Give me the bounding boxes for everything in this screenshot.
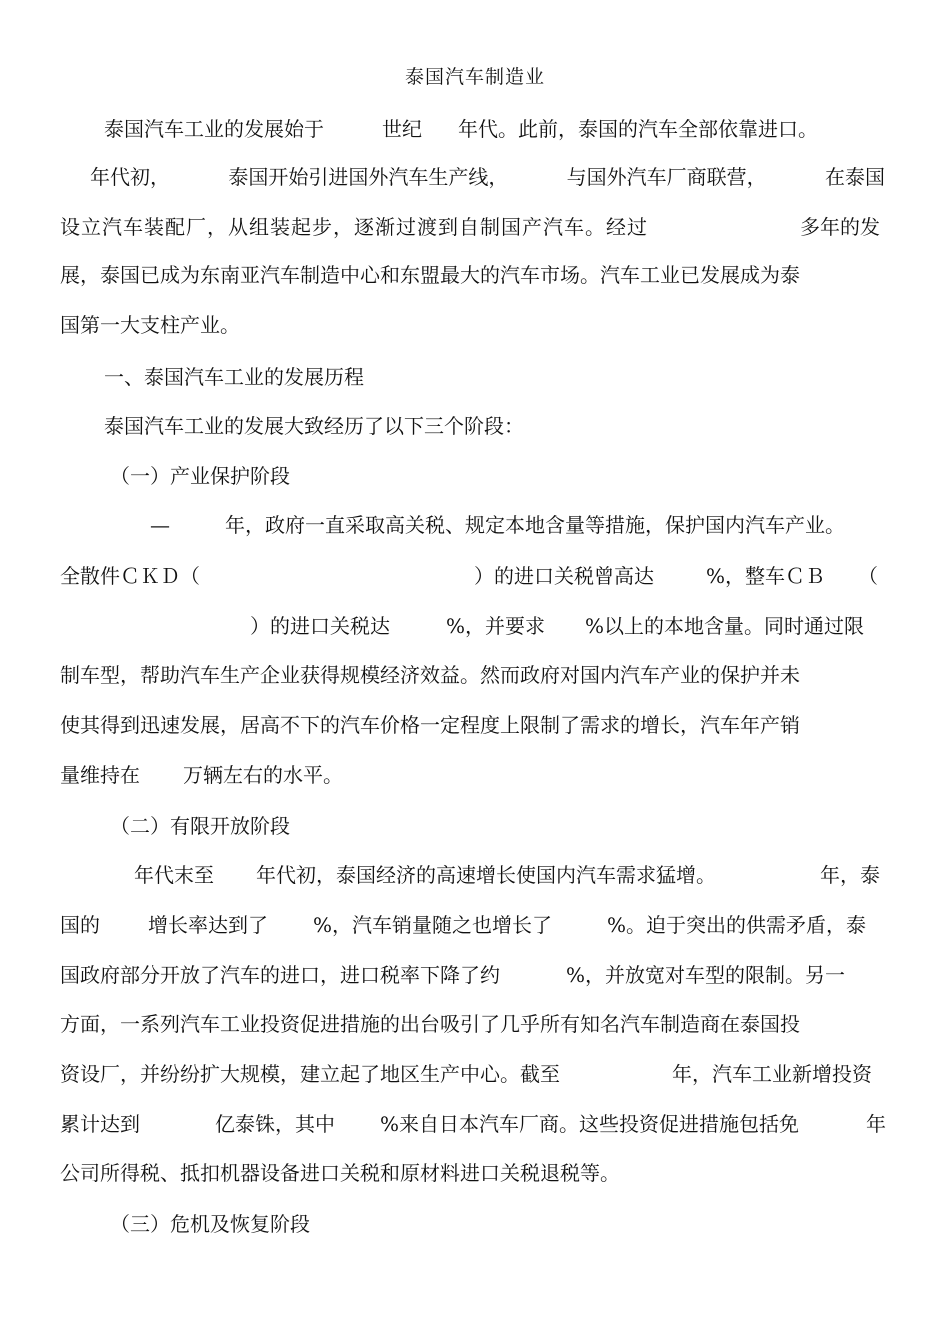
text-run: %，并放宽对车型的限制。另一 xyxy=(566,963,846,987)
text-run: 泰国汽车工业的发展大致经历了以下三个阶段： xyxy=(104,414,524,438)
text-run: （ xyxy=(858,564,878,588)
text-run: %来自日本汽车厂商。这些投资促进措施包括免 xyxy=(380,1112,800,1136)
text-run: %，整车ＣＢ xyxy=(706,564,826,588)
text-run: 年，泰 xyxy=(820,863,880,887)
paragraph-line xyxy=(0,411,950,441)
paragraph-line xyxy=(0,960,950,990)
paragraph-line xyxy=(0,1158,950,1188)
text-run: %，并要求 xyxy=(446,614,546,638)
paragraph-line xyxy=(0,1109,950,1139)
paragraph-line xyxy=(0,860,950,890)
text-run: ）的进口关税达 xyxy=(250,614,390,638)
paragraph-line xyxy=(0,611,950,641)
text-run: 国政府部分开放了汽车的进口，进口税率下降了约 xyxy=(60,963,500,987)
text-run: 方面，一系列汽车工业投资促进措施的出台吸引了几乎所有知名汽车制造商在泰国投 xyxy=(60,1012,800,1036)
paragraph-line xyxy=(0,510,950,540)
paragraph-line xyxy=(0,710,950,740)
text-run: 使其得到迅速发展，居高不下的汽车价格一定程度上限制了需求的增长，汽车年产销 xyxy=(60,713,800,737)
text-run: （三）危机及恢复阶段 xyxy=(110,1212,310,1236)
text-run: 国的 xyxy=(60,913,100,937)
subsection-heading xyxy=(0,811,950,841)
subsection-heading xyxy=(0,461,950,491)
text-run: 设立汽车装配厂，从组装起步，逐渐过渡到自制国产汽车。经过 xyxy=(60,215,648,239)
text-run: — xyxy=(150,513,170,537)
paragraph-line xyxy=(0,1009,950,1039)
subsection-heading xyxy=(0,1209,950,1239)
text-run: %。迫于突出的供需矛盾，泰 xyxy=(607,913,867,937)
text-run: 万辆左右的水平。 xyxy=(183,763,343,787)
text-run: ）的进口关税曾高达 xyxy=(474,564,654,588)
text-run: 年代初，泰国经济的高速增长使国内汽车需求猛增。 xyxy=(256,863,716,887)
document-title: 泰国汽车制造业 xyxy=(404,66,545,88)
text-run: 年代初， xyxy=(90,165,170,189)
text-run: 世纪 xyxy=(382,117,422,141)
paragraph-line xyxy=(0,162,950,192)
text-run: 累计达到 xyxy=(60,1112,140,1136)
text-run: （一）产业保护阶段 xyxy=(110,464,290,488)
text-run: 年代。此前，泰国的汽车全部依靠进口。 xyxy=(458,117,818,141)
text-run: 多年的发 xyxy=(800,215,880,239)
text-run: 年代末至 xyxy=(134,863,214,887)
text-run: %，汽车销量随之也增长了 xyxy=(313,913,553,937)
text-run: 年 xyxy=(866,1112,886,1136)
paragraph-line xyxy=(0,114,950,144)
text-run: 国第一大支柱产业。 xyxy=(60,313,240,337)
paragraph-line xyxy=(0,212,950,242)
paragraph-line xyxy=(0,660,950,690)
text-run: 在泰国 xyxy=(824,165,885,189)
text-run: 泰国开始引进国外汽车生产线， xyxy=(228,165,509,189)
paragraph-line xyxy=(0,910,950,940)
text-run: %以上的本地含量。同时通过限 xyxy=(585,614,865,638)
text-run: 资设厂，并纷纷扩大规模，建立起了地区生产中心。截至 xyxy=(60,1062,560,1086)
text-run: 与国外汽车厂商联营， xyxy=(566,165,767,189)
text-run: 一、泰国汽车工业的发展历程 xyxy=(104,365,364,389)
paragraph-line xyxy=(0,561,950,591)
text-run: 年，政府一直采取高关税、规定本地含量等措施，保护国内汽车产业。 xyxy=(225,513,845,537)
text-run: （二）有限开放阶段 xyxy=(110,814,290,838)
section-heading xyxy=(0,362,950,392)
paragraph-line xyxy=(0,760,950,790)
text-run: 亿泰铢，其中 xyxy=(215,1112,335,1136)
text-run: 制车型，帮助汽车生产企业获得规模经济效益。然而政府对国内汽车产业的保护并未 xyxy=(60,663,800,687)
paragraph-line xyxy=(0,260,950,290)
text-run: 全散件ＣＫＤ（ xyxy=(60,564,200,588)
text-run: 泰国汽车工业的发展始于 xyxy=(104,117,324,141)
paragraph-line xyxy=(0,310,950,340)
paragraph-line xyxy=(0,1059,950,1089)
text-run: 增长率达到了 xyxy=(148,913,268,937)
text-run: 展，泰国已成为东南亚汽车制造中心和东盟最大的汽车市场。汽车工业已发展成为泰 xyxy=(60,263,800,287)
text-run: 公司所得税、抵扣机器设备进口关税和原材料进口关税退税等。 xyxy=(60,1161,620,1185)
text-run: 量维持在 xyxy=(60,763,140,787)
text-run: 年，汽车工业新增投资 xyxy=(672,1062,872,1086)
